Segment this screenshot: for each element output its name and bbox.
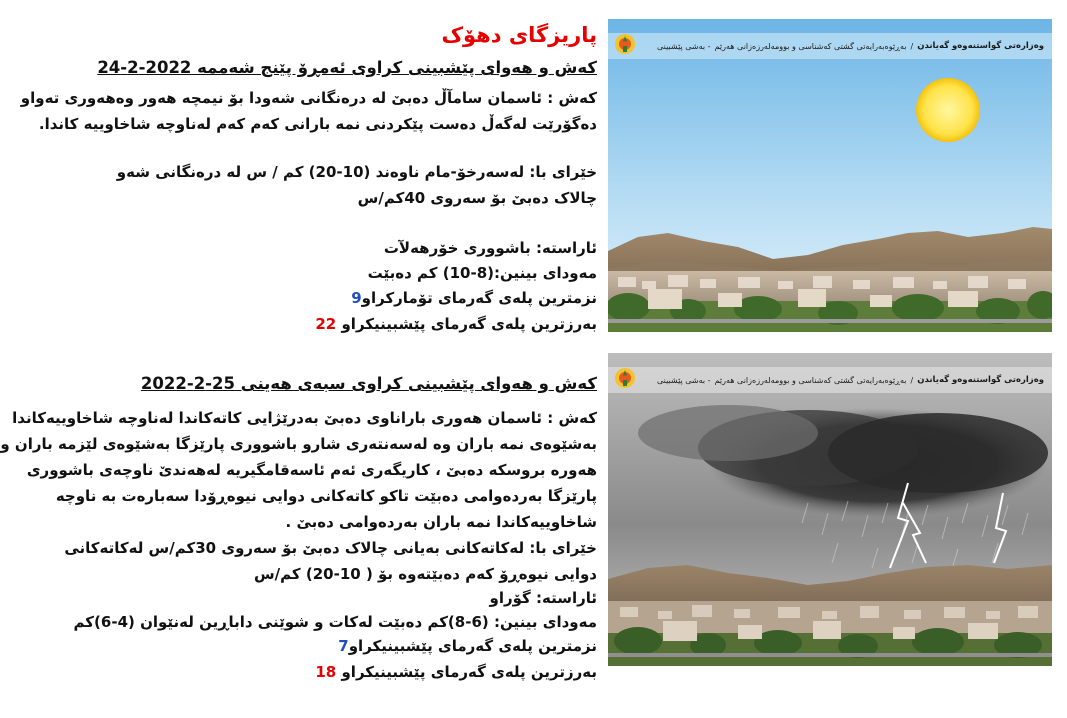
ministry-name: وەزارەتی گواستنەوەو گەیاندن xyxy=(917,375,1044,385)
max-temp-label: بەرزترین پلەی گەرمای پێشبینیکراو xyxy=(341,663,597,681)
sun-over-city-image xyxy=(608,19,1052,332)
sun-icon xyxy=(916,78,980,142)
banner-separator: / xyxy=(910,41,914,51)
ministry-name: وەزارەتی گواستنەوەو گەیاندن xyxy=(917,41,1044,51)
min-temp-label: نزمترین پلەی گەرمای تۆمارکراو xyxy=(361,289,597,307)
forecast-2-wind-line: خێرای با: لەکاتەکانی بەیانی چالاک دەبێ بۆ سەروی 30کم/س لەکاتەکانی xyxy=(64,539,597,557)
directorate-name: بەڕێوەبەرایەتی گشتی کەشناسی و بوومەلەرزەزانی هەرێم xyxy=(714,375,907,385)
forecast-2-visibility: مەودای بینین: (6-8)کم دەبێت لەکات و شوێنی داباڕین لەنێوان (4-6)کم xyxy=(73,613,597,631)
forecast-1-weather-line: دەگۆرێت لەگەڵ دەست پێکردنی نمە بارانی کەم کەم لەناوچە شاخاوییە کاندا. xyxy=(38,115,597,133)
forecast-2-direction: ئاراستە: گۆراو xyxy=(489,589,597,607)
forecast-2-wind-line: دوایی نیوەڕۆ کەم دەبێتەوە بۆ ( 10-20) کم/س xyxy=(253,565,597,583)
min-temp-value: 7 xyxy=(338,637,349,655)
forecast-2-weather-line: شاخاوییەکاندا نمە باران بەردەوامی دەبێ . xyxy=(285,513,597,531)
forecast-1-wind-line: خێرای با: لەسەرخۆ-مام ناوەند (10-20) کم / س لە درەنگانی شەو xyxy=(116,163,597,181)
max-temp-value: 18 xyxy=(315,663,337,681)
max-temp-label: بەرزترین پلەی گەرمای پێشبینیکراو xyxy=(341,315,597,333)
forecast-2-weather-line: هەورە بروسکە دەبێ ، کاریگەری ئەم ئاسەقامگیریە لەهەندێ ناوچەی باشووری xyxy=(26,461,597,479)
forecast-2-weather-line: بەشێوەی نمە باران وە لەسەنتەری شارو باشووری پارێزگا بەشێوەی لێزمە باران و xyxy=(0,435,597,453)
forecast-2-weather-line: پارێزگا بەردەوامی دەبێت تاکو کاتەکانی دوایی نیوەڕۆدا سەبارەت بە ناوچە xyxy=(55,487,597,505)
department-name: - بەشی پێشبینی xyxy=(657,41,711,51)
forecast-1-max-temp xyxy=(315,312,597,336)
min-temp-value: 9 xyxy=(351,289,362,307)
forecast-2-heading: کەش و هەوای پێشبینی کراوی سبەی هەینی 25-2-2022 xyxy=(140,374,597,393)
forecast-2-max-temp xyxy=(315,660,597,684)
forecast-1-heading: کەش و هەوای پێشبینی کراوی ئەمڕۆ پێنج شەممە 2022-2-24 xyxy=(97,58,597,77)
forecast-2-weather-line: کەش : ئاسمان هەوری باراناوی دەبێ بەدرێژایی کاتەکاندا لەناوچە شاخاوییەکاندا xyxy=(12,409,597,427)
sunny-forecast-image xyxy=(608,19,1052,332)
forecast-1-weather-line: کەش : ئاسمان سامآڵ دەبێ لە درەنگانی شەودا بۆ نیمچە هەور وەهەوری تەواو xyxy=(20,89,597,107)
forecast-2-min-temp xyxy=(338,634,597,658)
directorate-name: بەڕێوەبەرایەتی گشتی کەشناسی و بوومەلەرزەزانی هەرێم xyxy=(714,41,907,51)
min-temp-label: نزمترین پلەی گەرمای پێشبینیکراو xyxy=(348,637,597,655)
forecast-1-wind-line: چالاک دەبێ بۆ سەروی 40کم/س xyxy=(357,189,597,207)
ministry-banner xyxy=(608,33,1052,59)
kurdistan-emblem-icon xyxy=(614,33,636,55)
ministry-banner xyxy=(608,367,1052,393)
department-name: - بەشی پێشبینی xyxy=(657,375,711,385)
thunderstorm-over-city-image xyxy=(608,353,1052,666)
storm-forecast-image xyxy=(608,353,1052,666)
kurdistan-emblem-icon xyxy=(614,367,636,389)
forecast-1-min-temp xyxy=(351,286,597,310)
station-title: پاریزگای دهۆک xyxy=(441,23,597,47)
forecast-1-direction: ئاراستە: باشووری خۆرهەلآت xyxy=(383,239,597,257)
max-temp-value: 22 xyxy=(315,315,337,333)
banner-separator: / xyxy=(910,375,914,385)
forecast-1-visibility: مەودای بینین:(8-10) کم دەبێت xyxy=(367,264,597,282)
